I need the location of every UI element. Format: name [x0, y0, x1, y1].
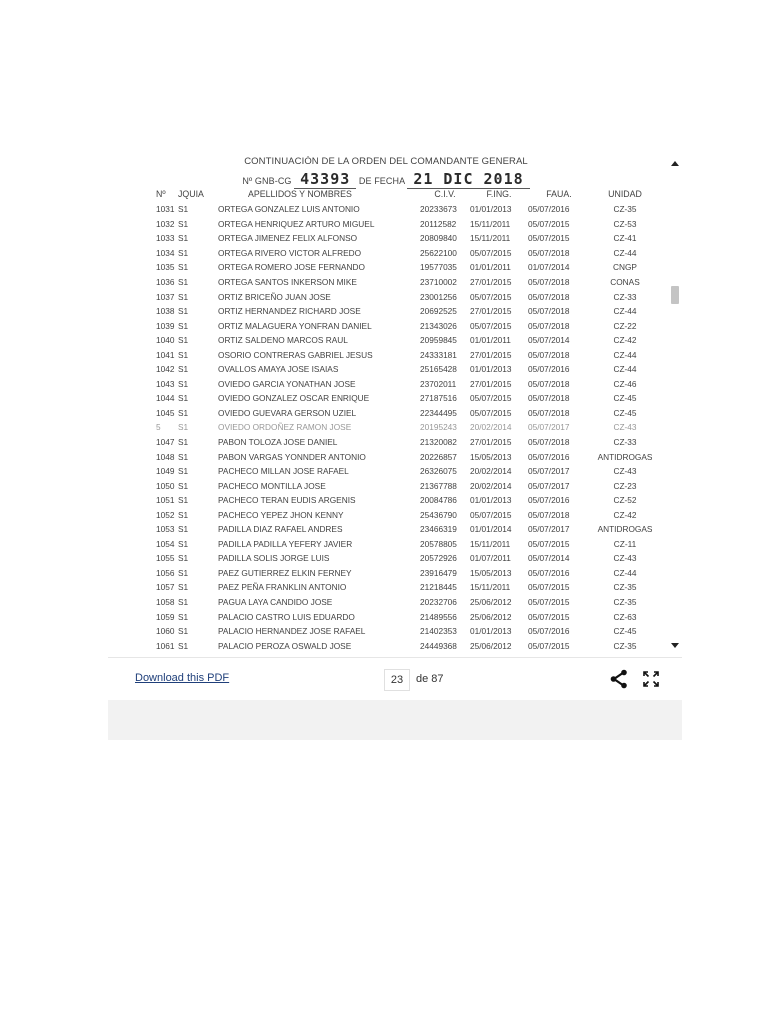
row-unidad: CZ-44 — [613, 247, 637, 258]
row-unidad: CZ-44 — [613, 349, 637, 360]
table-row — [136, 246, 666, 261]
row-unidad: CZ-23 — [613, 480, 637, 491]
table-row — [136, 318, 666, 333]
row-faua: 05/07/2016 — [528, 204, 570, 215]
download-pdf-link[interactable]: Download this PDF — [135, 672, 230, 684]
row-name: ORTEGA JIMENEZ FELIX ALFONSO — [218, 233, 358, 244]
row-jquia: S1 — [178, 277, 189, 287]
row-jquia: S1 — [178, 407, 189, 418]
row-fing: 05/07/2015 — [470, 247, 512, 258]
row-fing: 25/06/2012 — [470, 640, 512, 651]
row-jquia: S1 — [178, 597, 189, 608]
table-header-row — [136, 186, 666, 202]
row-faua: 05/07/2016 — [528, 626, 570, 637]
row-civ: 23710002 — [420, 277, 457, 287]
row-jquia: S1 — [178, 291, 189, 302]
row-civ: 23916479 — [420, 567, 457, 578]
row-fing: 27/01/2015 — [470, 306, 512, 317]
page-number-input[interactable]: 23 — [384, 669, 410, 691]
table-row — [136, 566, 666, 581]
table-row — [136, 391, 666, 406]
row-fing: 05/07/2015 — [470, 393, 512, 404]
table-row — [136, 377, 666, 392]
row-number: 1049 — [156, 466, 175, 477]
table-row — [136, 609, 666, 624]
row-number: 1052 — [156, 509, 175, 520]
row-number: 1036 — [156, 277, 175, 287]
row-jquia: S1 — [178, 335, 189, 346]
table-row — [136, 362, 666, 377]
row-fing: 27/01/2015 — [470, 277, 512, 287]
column-header-fing: F.ING. — [486, 189, 512, 199]
row-unidad: CZ-35 — [613, 597, 637, 608]
row-fing: 25/06/2012 — [470, 611, 512, 622]
table-row — [136, 537, 666, 552]
row-unidad: CZ-63 — [613, 611, 637, 622]
row-civ: 20578805 — [420, 538, 457, 549]
row-fing: 05/07/2015 — [470, 291, 512, 302]
table-row — [136, 595, 666, 610]
table-row — [136, 304, 666, 319]
row-number: 1042 — [156, 364, 175, 375]
row-name: PADILLA PADILLA YEFERY JAVIER — [218, 538, 353, 549]
row-name: ORTIZ BRICEÑO JUAN JOSE — [218, 291, 331, 302]
row-jquia: S1 — [178, 378, 189, 389]
row-faua: 05/07/2014 — [528, 335, 570, 346]
row-faua: 05/07/2015 — [528, 611, 570, 622]
row-fing: 15/11/2011 — [470, 538, 511, 549]
row-unidad: CZ-44 — [613, 306, 637, 317]
row-unidad: CZ-43 — [613, 422, 637, 433]
row-number: 1032 — [156, 218, 175, 229]
row-jquia: S1 — [178, 509, 189, 520]
row-name: PAGUA LAYA CANDIDO JOSE — [218, 597, 333, 608]
pdf-page-area[interactable] — [108, 152, 682, 657]
row-unidad: CZ-44 — [613, 364, 637, 375]
row-number: 1058 — [156, 597, 175, 608]
row-jquia: S1 — [178, 247, 189, 258]
row-civ: 24333181 — [420, 349, 457, 360]
row-civ: 20084786 — [420, 495, 457, 506]
row-name: PACHECO YEPEZ JHON KENNY — [218, 509, 344, 520]
row-jquia: S1 — [178, 640, 189, 651]
vertical-scrollbar[interactable] — [668, 152, 682, 657]
personnel-table — [136, 186, 666, 668]
row-name: PABON VARGAS YONNDER ANTONIO — [218, 451, 366, 462]
row-fing: 01/01/2011 — [470, 262, 511, 273]
row-civ: 21343026 — [420, 320, 457, 331]
row-jquia: S1 — [178, 349, 189, 360]
row-civ: 23466319 — [420, 524, 457, 535]
header-number-value: 43393 — [294, 170, 356, 189]
row-number: 5 — [156, 422, 161, 433]
row-civ: 20692525 — [420, 306, 457, 317]
row-civ: 27187516 — [420, 393, 457, 404]
row-number: 1034 — [156, 247, 175, 258]
row-name: PACHECO TERAN EUDIS ARGENIS — [218, 495, 356, 506]
row-fing: 27/01/2015 — [470, 378, 512, 389]
row-number: 1031 — [156, 204, 175, 215]
row-name: ORTEGA GONZALEZ LUIS ANTONIO — [218, 204, 360, 215]
row-number: 1061 — [156, 640, 175, 651]
row-unidad: CZ-35 — [613, 204, 637, 215]
row-name: PALACIO CASTRO LUIS EDUARDO — [218, 611, 355, 622]
row-number: 1055 — [156, 553, 175, 564]
table-row — [136, 289, 666, 304]
row-jquia: S1 — [178, 466, 189, 477]
row-name: OSORIO CONTRERAS GABRIEL JESUS — [218, 349, 373, 360]
row-number: 1044 — [156, 393, 175, 404]
row-faua: 05/07/2018 — [528, 349, 570, 360]
share-icon — [608, 668, 630, 690]
row-fing: 01/01/2013 — [470, 495, 512, 506]
row-number: 1038 — [156, 306, 175, 317]
row-fing: 15/11/2011 — [470, 582, 511, 593]
table-row — [136, 406, 666, 421]
row-jquia: S1 — [178, 582, 189, 593]
row-faua: 05/07/2018 — [528, 393, 570, 404]
row-unidad: CZ-33 — [613, 291, 637, 302]
fullscreen-icon — [640, 668, 662, 690]
row-civ: 25165428 — [420, 364, 457, 375]
row-jquia: S1 — [178, 437, 189, 448]
pdf-toolbar — [108, 657, 682, 700]
row-civ: 20572926 — [420, 553, 457, 564]
table-row — [136, 275, 666, 290]
row-name: ORTIZ HERNANDEZ RICHARD JOSE — [218, 306, 361, 317]
column-header-jquia: JQUIA — [178, 189, 204, 199]
row-jquia: S1 — [178, 553, 189, 564]
row-civ: 20232706 — [420, 597, 457, 608]
header-title: CONTINUACIÓN DE LA ORDEN DEL COMANDANTE GENERAL — [244, 156, 528, 167]
row-unidad: ANTIDROGAS — [597, 524, 653, 535]
row-civ: 19577035 — [420, 262, 457, 273]
row-fing: 15/05/2013 — [470, 451, 512, 462]
row-fing: 15/11/2011 — [470, 218, 511, 229]
row-civ: 20809840 — [420, 233, 457, 244]
column-header-faua: FAUA. — [546, 189, 572, 199]
row-faua: 05/07/2017 — [528, 480, 570, 491]
page-total: de 87 — [416, 673, 444, 685]
row-fing: 20/02/2014 — [470, 480, 512, 491]
row-unidad: CZ-43 — [613, 466, 637, 477]
row-civ: 25436790 — [420, 509, 457, 520]
table-row — [136, 522, 666, 537]
pdf-page — [136, 152, 666, 657]
row-name: ORTEGA HENRIQUEZ ARTURO MIGUEL — [218, 218, 375, 229]
row-unidad: CZ-42 — [613, 335, 637, 346]
row-faua: 05/07/2016 — [528, 567, 570, 578]
row-number: 1045 — [156, 407, 175, 418]
row-unidad: CONAS — [610, 277, 640, 287]
row-faua: 05/07/2017 — [528, 422, 570, 433]
row-number: 1060 — [156, 626, 175, 637]
row-civ: 23702011 — [420, 378, 457, 389]
table-row — [136, 638, 666, 653]
column-header-unidad: UNIDAD — [608, 189, 642, 199]
row-jquia: S1 — [178, 306, 189, 317]
table-row — [136, 333, 666, 348]
column-header-number: Nº — [156, 189, 166, 199]
row-civ: 21218445 — [420, 582, 457, 593]
row-name: ORTEGA RIVERO VICTOR ALFREDO — [218, 247, 362, 258]
row-unidad: CZ-35 — [613, 582, 637, 593]
row-faua: 05/07/2014 — [528, 553, 570, 564]
row-civ: 24449368 — [420, 640, 457, 651]
row-civ: 20195243 — [420, 422, 457, 433]
row-fing: 15/11/2011 — [470, 233, 511, 244]
table-row — [136, 551, 666, 566]
row-jquia: S1 — [178, 480, 189, 491]
row-unidad: CZ-42 — [613, 509, 637, 520]
row-jquia: S1 — [178, 611, 189, 622]
row-faua: 05/07/2018 — [528, 247, 570, 258]
row-jquia: S1 — [178, 567, 189, 578]
row-civ: 26326075 — [420, 466, 457, 477]
row-jquia: S1 — [178, 233, 189, 244]
row-civ: 25622100 — [420, 247, 457, 258]
row-civ: 20233673 — [420, 204, 457, 215]
table-row — [136, 347, 666, 362]
scroll-thumb[interactable] — [671, 286, 679, 304]
row-number: 1033 — [156, 233, 175, 244]
row-jquia: S1 — [178, 422, 189, 433]
scroll-down-arrow-icon[interactable] — [671, 643, 679, 648]
row-faua: 01/07/2014 — [528, 262, 570, 273]
table-row — [136, 493, 666, 508]
row-faua: 05/07/2018 — [528, 407, 570, 418]
row-jquia: S1 — [178, 204, 189, 215]
row-unidad: CZ-45 — [613, 393, 637, 404]
row-faua: 05/07/2016 — [528, 495, 570, 506]
row-number: 1053 — [156, 524, 175, 535]
table-row — [136, 202, 666, 217]
table-row — [136, 217, 666, 232]
row-name: OVALLOS AMAYA JOSE ISAIAS — [218, 364, 339, 375]
row-unidad: CZ-53 — [613, 218, 637, 229]
row-name: PALACIO HERNANDEZ JOSE RAFAEL — [218, 626, 366, 637]
row-jquia: S1 — [178, 218, 189, 229]
row-fing: 20/02/2014 — [470, 466, 512, 477]
row-name: OVIEDO GARCIA YONATHAN JOSE — [218, 378, 356, 389]
row-number: 1041 — [156, 349, 175, 360]
row-fing: 01/01/2013 — [470, 364, 512, 375]
row-jquia: S1 — [178, 364, 189, 375]
row-name: ORTEGA SANTOS INKERSON MIKE — [218, 277, 357, 287]
table-row — [136, 464, 666, 479]
row-civ: 21320082 — [420, 437, 457, 448]
pdf-viewer — [108, 152, 682, 740]
scroll-up-arrow-icon[interactable] — [671, 161, 679, 166]
row-faua: 05/07/2015 — [528, 582, 570, 593]
row-number: 1057 — [156, 582, 175, 593]
row-name: PADILLA DIAZ RAFAEL ANDRES — [218, 524, 343, 535]
row-faua: 05/07/2017 — [528, 524, 570, 535]
row-faua: 05/07/2015 — [528, 538, 570, 549]
table-row — [136, 420, 666, 435]
row-unidad: CZ-35 — [613, 640, 637, 651]
table-row — [136, 478, 666, 493]
row-civ: 21402353 — [420, 626, 457, 637]
row-unidad: CZ-41 — [613, 233, 637, 244]
header-date-value: 21 DIC 2018 — [407, 170, 529, 189]
table-body — [136, 202, 666, 668]
row-jquia: S1 — [178, 495, 189, 506]
row-faua: 05/07/2018 — [528, 509, 570, 520]
row-jquia: S1 — [178, 538, 189, 549]
row-civ: 20226857 — [420, 451, 457, 462]
row-unidad: CZ-45 — [613, 407, 637, 418]
row-unidad: CZ-22 — [613, 320, 637, 331]
row-name: PABON TOLOZA JOSE DANIEL — [218, 437, 338, 448]
row-faua: 05/07/2016 — [528, 364, 570, 375]
row-number: 1037 — [156, 291, 175, 302]
fullscreen-button[interactable] — [640, 668, 662, 690]
row-civ: 20959845 — [420, 335, 457, 346]
share-button[interactable] — [608, 668, 630, 690]
row-number: 1051 — [156, 495, 175, 506]
row-unidad: CZ-43 — [613, 553, 637, 564]
row-number: 1047 — [156, 437, 175, 448]
row-civ: 21367788 — [420, 480, 457, 491]
row-fing: 05/07/2015 — [470, 407, 512, 418]
row-name: ORTIZ SALDENO MARCOS RAUL — [218, 335, 348, 346]
table-row — [136, 507, 666, 522]
row-unidad: CZ-52 — [613, 495, 637, 506]
row-name: PAEZ PEÑA FRANKLIN ANTONIO — [218, 582, 347, 593]
row-fing: 01/07/2011 — [470, 553, 511, 564]
row-name: ORTEGA ROMERO JOSE FERNANDO — [218, 262, 365, 273]
row-unidad: CZ-33 — [613, 437, 637, 448]
row-fing: 20/02/2014 — [470, 422, 512, 433]
row-name: PACHECO MONTILLA JOSE — [218, 480, 326, 491]
table-row — [136, 231, 666, 246]
table-row — [136, 449, 666, 464]
row-fing: 15/05/2013 — [470, 567, 512, 578]
row-unidad: CZ-45 — [613, 626, 637, 637]
row-number: 1039 — [156, 320, 175, 331]
row-number: 1056 — [156, 567, 175, 578]
row-faua: 05/07/2018 — [528, 320, 570, 331]
row-faua: 05/07/2018 — [528, 277, 570, 287]
row-faua: 05/07/2015 — [528, 597, 570, 608]
row-number: 1035 — [156, 262, 175, 273]
row-name: PADILLA SOLIS JORGE LUIS — [218, 553, 330, 564]
row-unidad: CNGP — [613, 262, 637, 273]
row-faua: 05/07/2018 — [528, 437, 570, 448]
row-fing: 05/07/2015 — [470, 509, 512, 520]
row-unidad: ANTIDROGAS — [597, 451, 653, 462]
row-jquia: S1 — [178, 262, 189, 273]
row-fing: 05/07/2015 — [470, 320, 512, 331]
row-civ: 21489556 — [420, 611, 457, 622]
row-name: PACHECO MILLAN JOSE RAFAEL — [218, 466, 349, 477]
row-fing: 01/01/2011 — [470, 335, 511, 346]
header-date-label: DE FECHA — [358, 176, 405, 186]
row-fing: 01/01/2013 — [470, 626, 512, 637]
row-jquia: S1 — [178, 451, 189, 462]
row-number: 1048 — [156, 451, 175, 462]
row-name: PAEZ GUTIERREZ ELKIN FERNEY — [218, 567, 352, 578]
row-number: 1043 — [156, 378, 175, 389]
table-row — [136, 260, 666, 275]
column-header-names: APELLIDOS Y NOMBRES — [248, 189, 352, 199]
row-number: 1054 — [156, 538, 175, 549]
row-faua: 05/07/2015 — [528, 233, 570, 244]
header-number-label: Nº GNB-CG — [242, 176, 292, 186]
row-jquia: S1 — [178, 393, 189, 404]
table-row — [136, 580, 666, 595]
row-name: ORTIZ MALAGUERA YONFRAN DANIEL — [218, 320, 372, 331]
row-civ: 23001256 — [420, 291, 457, 302]
row-civ: 22344495 — [420, 407, 457, 418]
row-unidad: CZ-46 — [613, 378, 637, 389]
row-number: 1059 — [156, 611, 175, 622]
row-faua: 05/07/2017 — [528, 466, 570, 477]
table-row — [136, 435, 666, 450]
row-jquia: S1 — [178, 320, 189, 331]
row-faua: 05/07/2016 — [528, 451, 570, 462]
row-name: PALACIO PEROZA OSWALD JOSE — [218, 640, 352, 651]
row-name: OVIEDO GONZALEZ OSCAR ENRIQUE — [218, 393, 370, 404]
row-faua: 05/07/2018 — [528, 306, 570, 317]
row-faua: 05/07/2015 — [528, 218, 570, 229]
row-faua: 05/07/2018 — [528, 378, 570, 389]
row-name: OVIEDO GUEVARA GERSON UZIEL — [218, 407, 357, 418]
row-faua: 05/07/2015 — [528, 640, 570, 651]
row-name: OVIEDO ORDOÑEZ RAMON JOSE — [218, 422, 352, 433]
column-header-civ: C.I.V. — [434, 189, 456, 199]
row-fing: 27/01/2015 — [470, 437, 512, 448]
row-jquia: S1 — [178, 524, 189, 535]
row-faua: 05/07/2018 — [528, 291, 570, 302]
row-unidad: CZ-11 — [613, 538, 637, 549]
row-number: 1050 — [156, 480, 175, 491]
row-civ: 20112582 — [420, 218, 457, 229]
row-fing: 01/01/2013 — [470, 204, 512, 215]
row-fing: 01/01/2014 — [470, 524, 512, 535]
row-jquia: S1 — [178, 626, 189, 637]
row-unidad: CZ-44 — [613, 567, 637, 578]
row-number: 1040 — [156, 335, 175, 346]
row-fing: 25/06/2012 — [470, 597, 512, 608]
table-row — [136, 624, 666, 639]
row-fing: 27/01/2015 — [470, 349, 512, 360]
